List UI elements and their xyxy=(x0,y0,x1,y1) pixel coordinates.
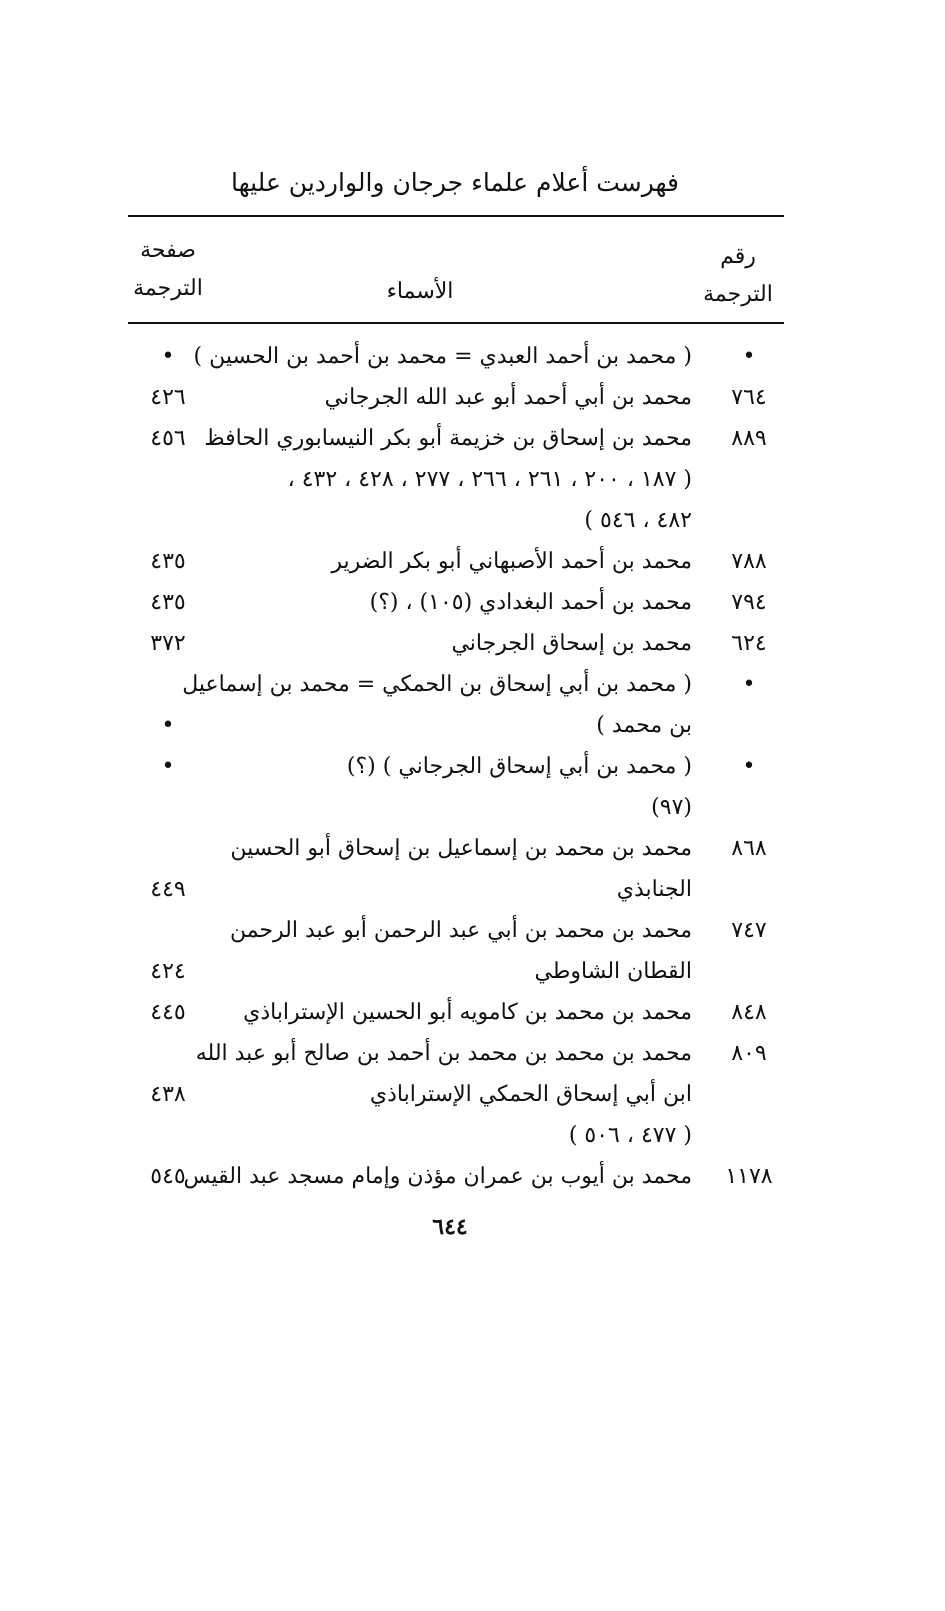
index-entry xyxy=(128,418,784,541)
entry-name xyxy=(182,664,692,746)
entry-number: ٨٦٨ xyxy=(731,836,767,861)
entry-name xyxy=(208,541,692,582)
index-entry xyxy=(128,1156,784,1197)
entry-number: ٨٤٨ xyxy=(731,1000,767,1025)
entry-name xyxy=(208,992,692,1033)
index-entry xyxy=(128,828,784,910)
index-entry xyxy=(128,336,784,377)
entry-number: • xyxy=(742,672,756,697)
entry-name-line: ( محمد بن أحمد العبدي = محمد بن أحمد بن الحسين ) xyxy=(193,344,692,369)
entry-name-line: الجنابذي xyxy=(616,877,692,902)
entry-name-line: ابن أبي إسحاق الحمكي الإستراباذي xyxy=(369,1082,692,1107)
entry-page: ٤٤٥ xyxy=(150,1000,186,1025)
entry-name-line: محمد بن محمد بن كامويه أبو الحسين الإستراباذي xyxy=(243,1000,692,1025)
index-entry xyxy=(128,623,784,664)
entry-name-line: ( ٤٧٧ ، ٥٠٦ ) xyxy=(568,1123,692,1148)
entry-page: ٤٢٦ xyxy=(150,385,186,410)
entry-page: ٤٤٩ xyxy=(150,877,186,902)
entry-name-line: بن محمد ) xyxy=(596,713,692,738)
index-entry xyxy=(128,664,784,746)
entry-name xyxy=(208,582,692,623)
header-rule-bottom xyxy=(128,322,784,324)
entry-name xyxy=(208,910,692,992)
entry-page: ٤٢٤ xyxy=(150,959,186,984)
entry-page: • xyxy=(161,754,175,779)
column-header-page-line-1: صفحة xyxy=(140,238,196,263)
entry-page: ٤٣٨ xyxy=(150,1082,186,1107)
page-number: ٦٤٤ xyxy=(432,1214,468,1240)
header-rule-top xyxy=(128,215,784,217)
entry-number: ٦٢٤ xyxy=(731,631,767,656)
index-entry xyxy=(128,377,784,418)
index-entries xyxy=(128,336,784,1197)
entry-number: ٧٨٨ xyxy=(731,549,767,574)
column-header-page-line-2: الترجمة xyxy=(133,276,203,301)
entry-name xyxy=(208,623,692,664)
index-entry xyxy=(128,746,784,828)
entry-name xyxy=(183,1156,692,1197)
index-entry xyxy=(128,541,784,582)
running-title: فهرست أعلام علماء جرجان والواردين عليها xyxy=(230,168,680,197)
entry-number: • xyxy=(742,754,756,779)
entry-number: ٧٦٤ xyxy=(731,385,767,410)
entry-number: ٨٨٩ xyxy=(731,426,767,451)
entry-name xyxy=(204,418,692,541)
entry-name-line: ( محمد بن أبي إسحاق الجرجاني ) (؟) xyxy=(346,754,692,779)
entry-name-line: ٤٨٢ ، ٥٤٦ ) xyxy=(584,508,692,533)
entry-name xyxy=(193,336,692,377)
entry-name xyxy=(195,1033,692,1156)
entry-number: ٧٩٤ xyxy=(731,590,767,615)
entry-name xyxy=(208,377,692,418)
entry-page: • xyxy=(161,344,175,369)
entry-number: • xyxy=(742,344,756,369)
entry-name-line: محمد بن محمد بن محمد بن أحمد بن صالح أبو عبد الله xyxy=(195,1041,692,1066)
index-entry xyxy=(128,910,784,992)
entry-number: ٨٠٩ xyxy=(731,1041,767,1066)
entry-name-line: ( ١٨٧ ، ٢٠٠ ، ٢٦١ ، ٢٦٦ ، ٢٧٧ ، ٤٢٨ ، ٤٣٢ ، xyxy=(287,467,692,492)
column-header-number-line-2: الترجمة xyxy=(703,282,773,307)
entry-name-line: محمد بن أيوب بن عمران مؤذن وإمام مسجد عبد القيس xyxy=(183,1164,692,1189)
column-header-number xyxy=(693,238,783,314)
entry-name-line: محمد بن محمد بن إسماعيل بن إسحاق أبو الحسين xyxy=(230,836,692,861)
column-header-names: الأسماء xyxy=(386,279,454,304)
entry-page: ٤٣٥ xyxy=(150,590,186,615)
entry-number: ٧٤٧ xyxy=(731,918,767,943)
index-entry xyxy=(128,1033,784,1156)
entry-name-line: القطان الشاوطي xyxy=(534,959,692,984)
entry-number: ١١٧٨ xyxy=(725,1164,773,1189)
entry-name-line: محمد بن أبي أحمد أبو عبد الله الجرجاني xyxy=(324,385,692,410)
entry-name-line: (٩٧) xyxy=(651,795,692,820)
entry-name-line: ( محمد بن أبي إسحاق بن الحمكي = محمد بن إسماعيل xyxy=(182,672,692,697)
entry-page: ٤٣٥ xyxy=(150,549,186,574)
entry-page: ٣٧٢ xyxy=(150,631,186,656)
index-entry xyxy=(128,582,784,623)
entry-name-line: محمد بن إسحاق بن خزيمة أبو بكر النيسابوري الحافظ xyxy=(204,426,692,451)
entry-name xyxy=(208,746,692,828)
column-header-number-line-1: رقم xyxy=(720,244,756,269)
entry-page: ٤٥٦ xyxy=(150,426,186,451)
entry-name xyxy=(208,828,692,910)
entry-name-line: محمد بن أحمد الأصبهاني أبو بكر الضرير xyxy=(331,549,692,574)
entry-name-line: محمد بن محمد بن أبي عبد الرحمن أبو عبد الرحمن xyxy=(229,918,692,943)
index-entry xyxy=(128,992,784,1033)
entry-page: ٥٤٥ xyxy=(150,1164,186,1189)
entry-name-line: محمد بن أحمد البغدادي (١٠٥) ، (؟) xyxy=(369,590,692,615)
entry-name-line: محمد بن إسحاق الجرجاني xyxy=(451,631,692,656)
entry-page: • xyxy=(161,713,175,738)
